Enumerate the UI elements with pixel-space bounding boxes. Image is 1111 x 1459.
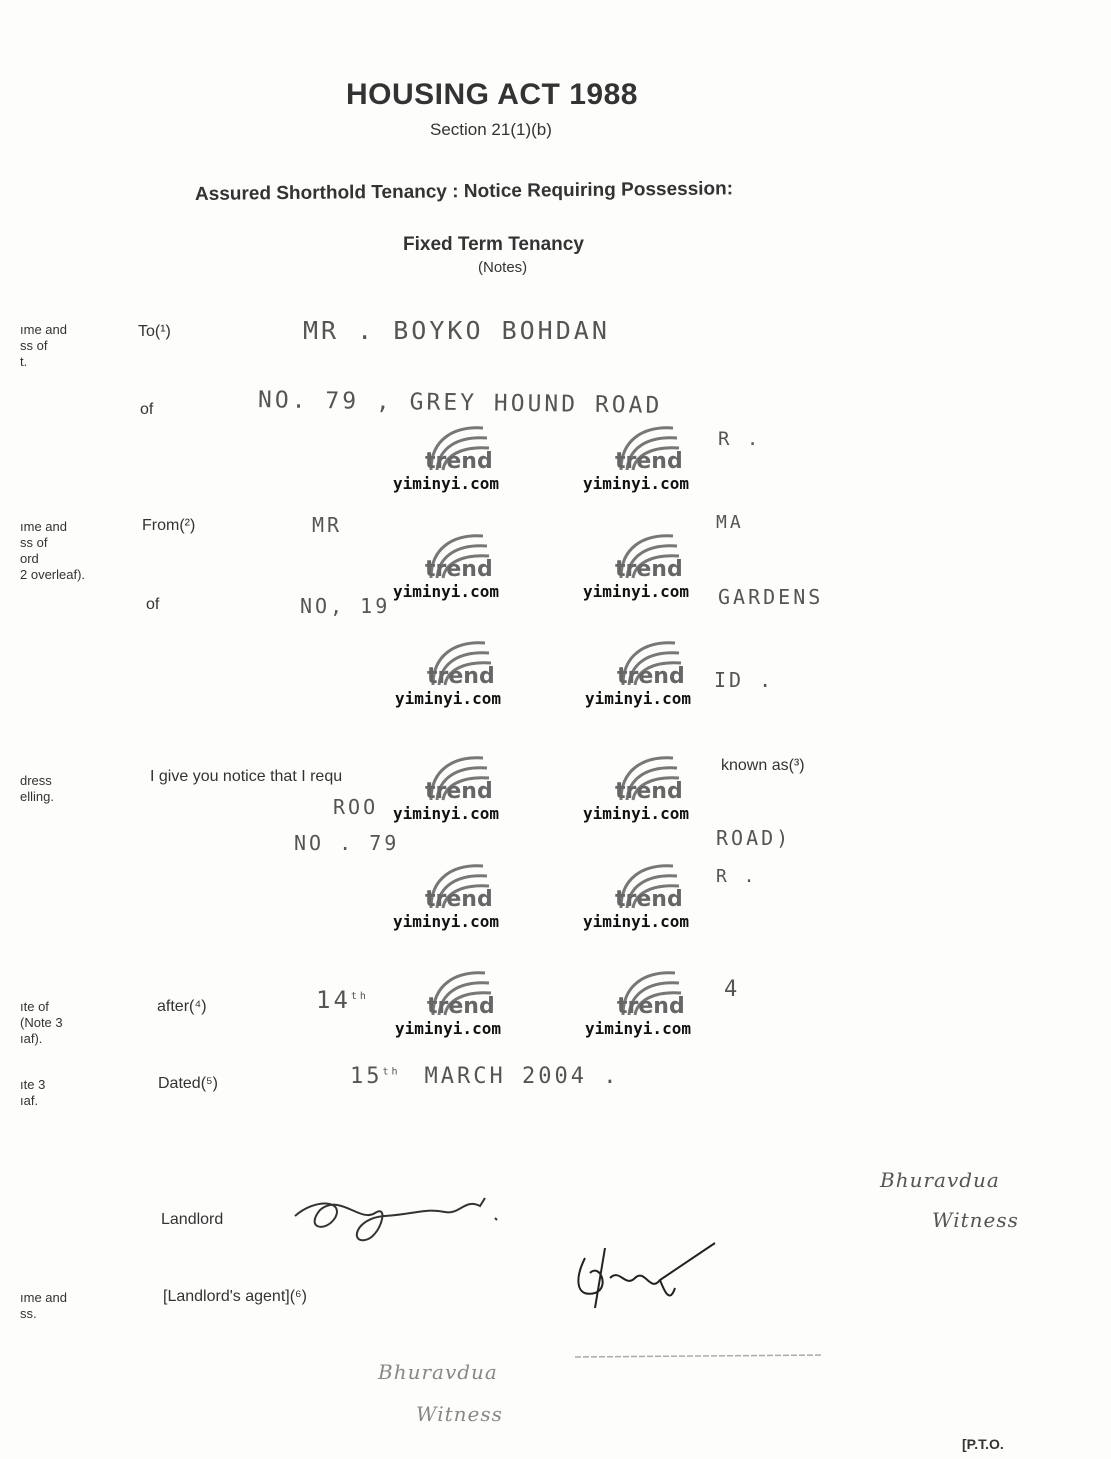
handwritten-from-address-right: GARDENS	[718, 585, 824, 609]
watermark: trend yiminyi.com	[393, 528, 533, 606]
trend-logo-icon	[425, 635, 495, 687]
trend-logo-icon	[613, 750, 683, 802]
watermark: trend yiminyi.com	[583, 528, 723, 606]
watermark: trend yiminyi.com	[583, 420, 723, 498]
margin-note-from: ıme and ss of ord 2 overleaf).	[20, 519, 86, 582]
label-notice: I give you notice that I requ	[150, 768, 343, 785]
handwritten-after-right: 4	[724, 977, 741, 1002]
trend-logo-icon	[615, 635, 685, 687]
label-after: after(⁴)	[157, 998, 207, 1015]
document-title: HOUSING ACT 1988	[346, 78, 638, 111]
svg-text:trend: trend	[425, 887, 493, 910]
margin-note-dated: ıte 3 ıaf.	[20, 1077, 46, 1108]
handwritten-from-name-right: MA	[716, 512, 744, 533]
margin-note-agent: ıme and ss.	[20, 1290, 67, 1321]
handwritten-to-name: MR . BOYKO BOHDAN	[303, 316, 610, 345]
notes-heading: (Notes)	[478, 259, 528, 276]
svg-text:trend: trend	[427, 994, 495, 1017]
handwritten-from-address-left: NO, 19	[300, 594, 391, 618]
witness-name-bottom: Bhuravdua	[378, 1360, 498, 1384]
witness-line	[575, 1352, 825, 1362]
pto-marker: [P.T.O.	[962, 1436, 1004, 1452]
label-to: To(¹)	[138, 323, 171, 340]
section-reference: Section 21(1)(b)	[430, 120, 552, 139]
watermark: trend yiminyi.com	[395, 965, 535, 1043]
trend-logo-icon	[423, 420, 493, 472]
margin-note-address: dress elling.	[20, 773, 54, 804]
watermark: trend yiminyi.com	[393, 750, 533, 828]
handwritten-property-1: ROO	[333, 795, 379, 819]
margin-note-date: ıte of (Note 3 ıaf).	[20, 999, 63, 1046]
document-subtitle: Assured Shorthold Tenancy : Notice Requiring Possession:	[194, 178, 734, 205]
handwritten-from-address-2: ID .	[714, 668, 775, 692]
label-agent: [Landlord's agent](⁶)	[163, 1288, 307, 1305]
trend-logo-icon	[613, 420, 683, 472]
witness-label-bottom: Witness	[416, 1402, 503, 1426]
label-to-of: of	[140, 401, 154, 418]
label-dated: Dated(⁵)	[158, 1075, 218, 1092]
watermark: trend yiminyi.com	[585, 965, 725, 1043]
watermark: trend yiminyi.com	[393, 858, 533, 936]
trend-logo-icon	[613, 858, 683, 910]
tenancy-type: Fixed Term Tenancy	[403, 234, 584, 255]
handwritten-property-3: R .	[716, 866, 758, 887]
svg-text:trend: trend	[425, 449, 493, 472]
trend-logo-icon	[423, 750, 493, 802]
witness-name-right: Bhuravdua	[880, 1168, 1000, 1192]
watermark: trend yiminyi.com	[583, 858, 723, 936]
handwritten-property-2-left: NO . 79	[294, 831, 400, 855]
label-from: From(²)	[142, 517, 196, 534]
svg-text:trend: trend	[425, 557, 493, 580]
margin-note-to: ıme and ss of t.	[20, 322, 67, 369]
svg-text:trend: trend	[425, 779, 493, 802]
handwritten-after-left: 14th	[316, 986, 369, 1014]
watermark: trend yiminyi.com	[585, 635, 725, 713]
label-known-as: known as(³)	[721, 757, 805, 774]
trend-logo-icon	[615, 965, 685, 1017]
svg-text:trend: trend	[615, 557, 683, 580]
label-landlord: Landlord	[161, 1211, 224, 1228]
trend-logo-icon	[423, 528, 493, 580]
handwritten-property-2-right: ROAD)	[716, 826, 792, 850]
svg-text:trend: trend	[617, 664, 685, 687]
svg-text:trend: trend	[615, 449, 683, 472]
trend-logo-icon	[425, 965, 495, 1017]
agent-signature	[565, 1238, 725, 1318]
svg-text:trend: trend	[427, 664, 495, 687]
label-from-of: of	[146, 596, 160, 613]
svg-text:trend: trend	[615, 779, 683, 802]
svg-text:trend: trend	[615, 887, 683, 910]
handwritten-to-address-1: NO. 79 , GREY HOUND ROAD	[257, 387, 663, 419]
trend-logo-icon	[613, 528, 683, 580]
watermark: trend yiminyi.com	[583, 750, 723, 828]
svg-text:trend: trend	[617, 994, 685, 1017]
landlord-signature	[285, 1188, 525, 1248]
handwritten-to-address-2: R .	[718, 428, 762, 450]
witness-label-right: Witness	[932, 1208, 1019, 1232]
watermark: trend yiminyi.com	[395, 635, 535, 713]
handwritten-from-name-left: MR	[312, 513, 343, 537]
trend-logo-icon	[423, 858, 493, 910]
handwritten-dated: 15th MARCH 2004 .	[350, 1064, 620, 1089]
watermark: trend yiminyi.com	[393, 420, 533, 498]
